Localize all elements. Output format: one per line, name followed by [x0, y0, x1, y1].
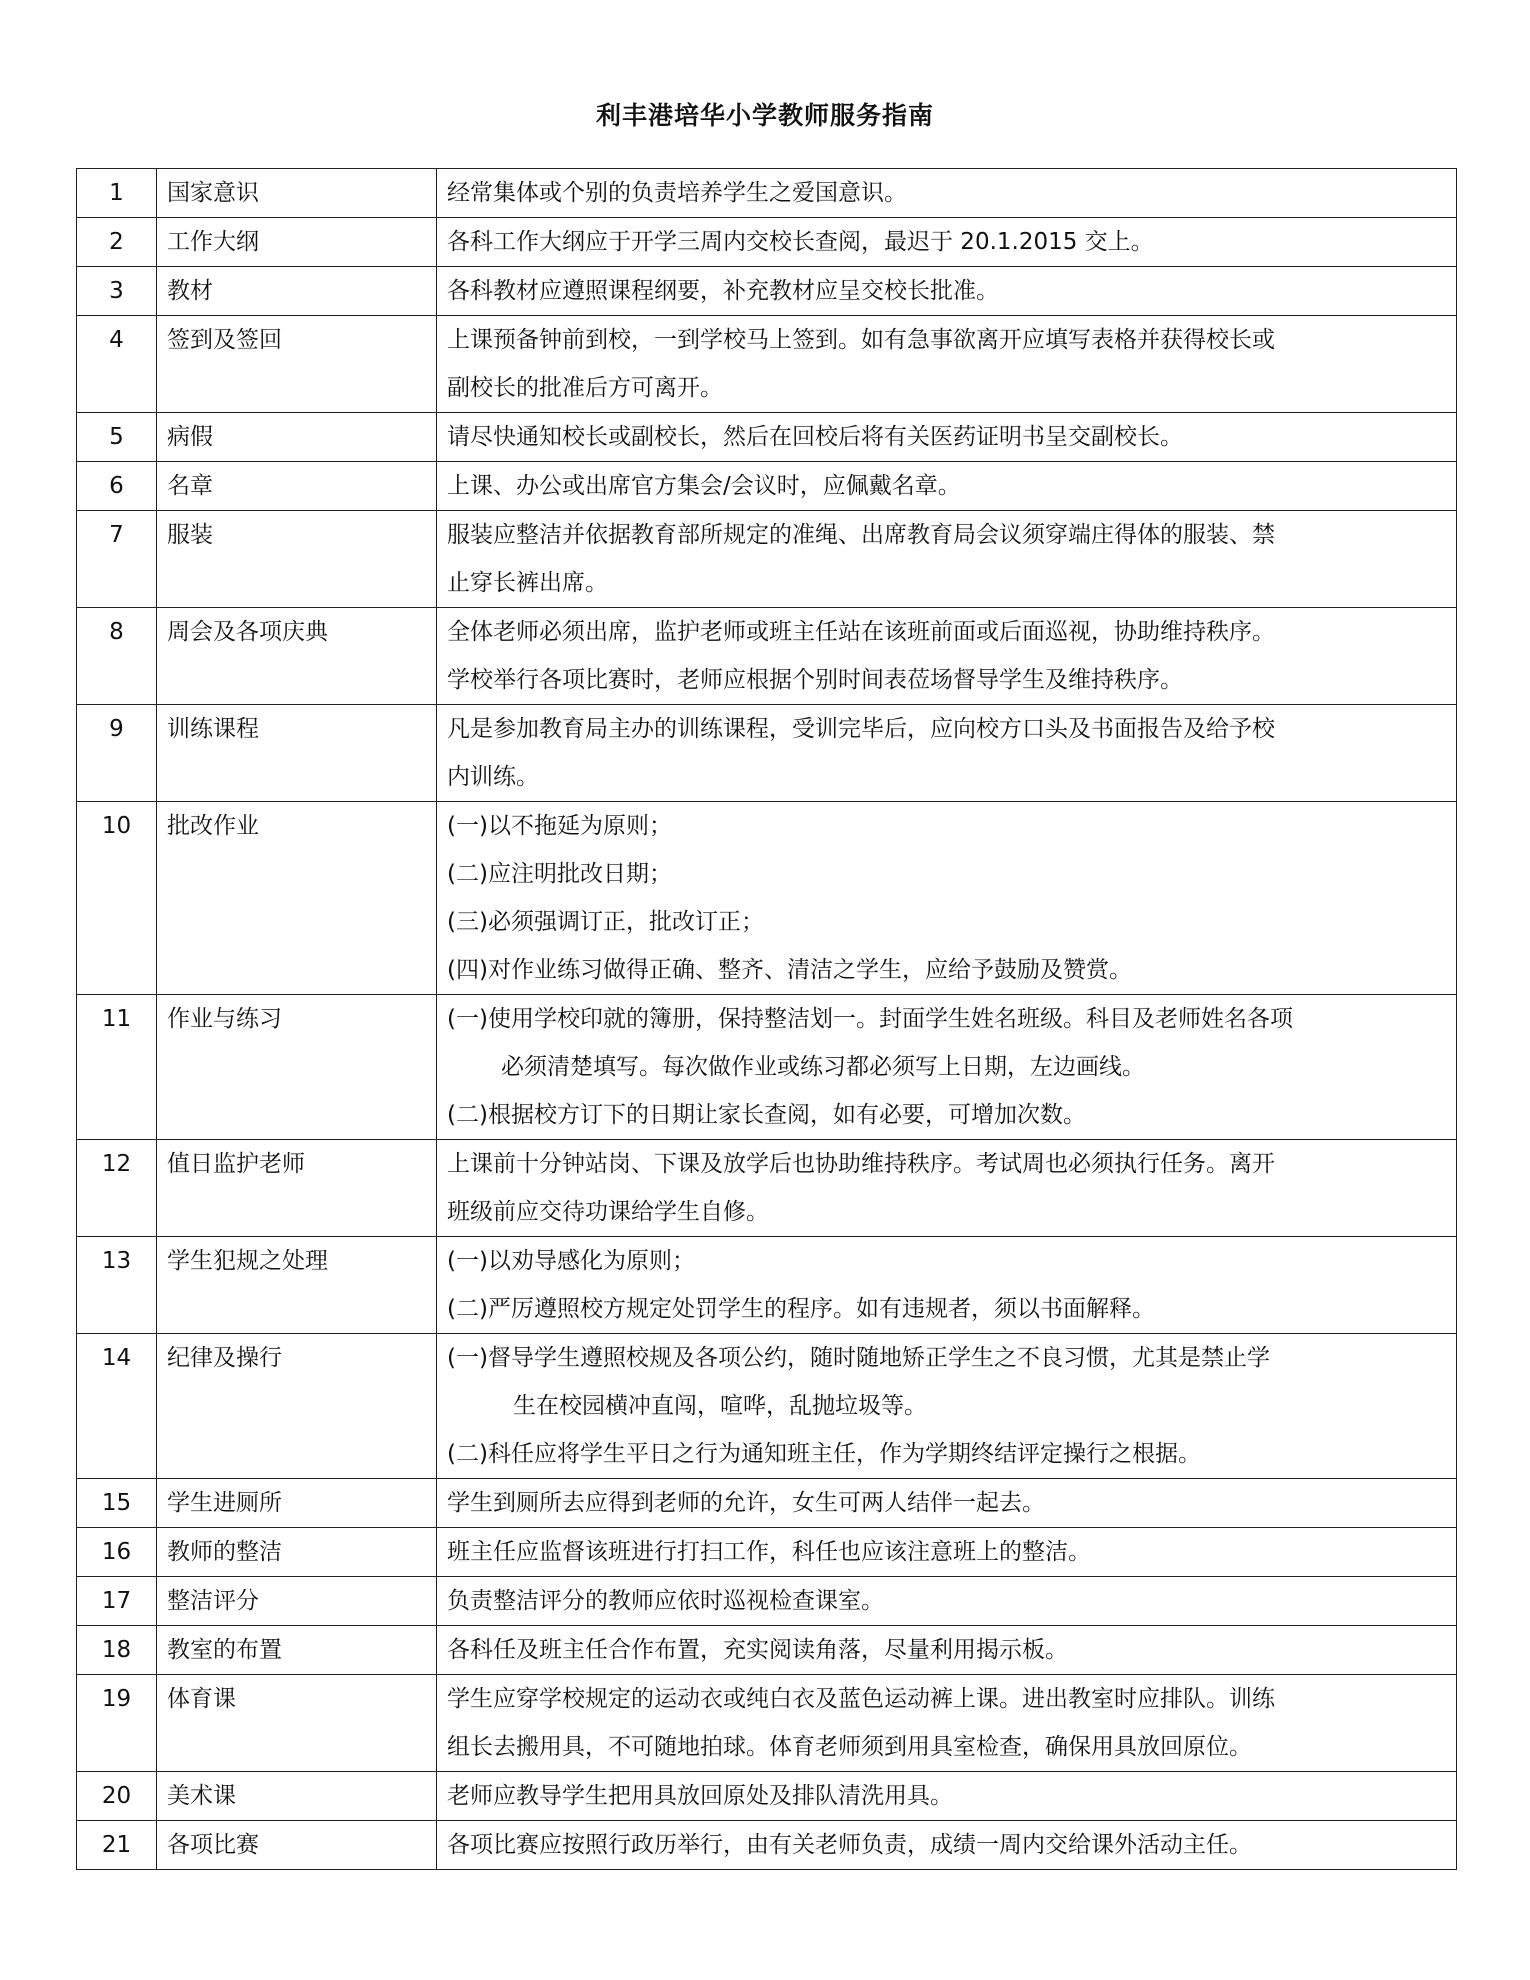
row-description: [437, 1577, 1457, 1626]
description-line: (三)必须强调订正，批改订正；: [447, 909, 764, 935]
description-line: (二)应注明批改日期；: [447, 861, 672, 887]
description-line: 学生应穿学校规定的运动衣或纯白衣及蓝色运动裤上课。进出教室时应排队。训练: [447, 1686, 1275, 1712]
row-topic: 签到及签回: [157, 316, 437, 413]
document-title: 利丰港培华小学教师服务指南: [595, 101, 934, 130]
description-line: 凡是参加教育局主办的训练课程，受训完毕后，应向校方口头及书面报告及给予校: [447, 716, 1275, 742]
row-number: 8: [77, 608, 157, 705]
row-description: [437, 1772, 1457, 1821]
row-number: 3: [77, 267, 157, 316]
table-row: [77, 1237, 1457, 1334]
description-line: (四)对作业练习做得正确、整齐、清洁之学生，应给予鼓励及赞赏。: [447, 957, 1132, 983]
table-row: [77, 511, 1457, 608]
table-row: [77, 1528, 1457, 1577]
row-description: [437, 1479, 1457, 1528]
description-line: 组长去搬用具，不可随地拍球。体育老师须到用具室检查，确保用具放回原位。: [447, 1734, 1252, 1760]
row-number: 17: [77, 1577, 157, 1626]
row-description: [437, 1626, 1457, 1675]
row-description: [437, 218, 1457, 267]
row-topic: 学生犯规之处理: [157, 1237, 437, 1334]
table-row: [77, 1626, 1457, 1675]
row-topic: 批改作业: [157, 802, 437, 995]
description-line: 必须清楚填写。每次做作业或练习都必须写上日期，左边画线。: [501, 1054, 1145, 1080]
row-number: 10: [77, 802, 157, 995]
row-number: 18: [77, 1626, 157, 1675]
row-topic: 名章: [157, 462, 437, 511]
row-topic: 教室的布置: [157, 1626, 437, 1675]
row-topic: 工作大纲: [157, 218, 437, 267]
row-topic: 各项比赛: [157, 1821, 437, 1870]
row-number: 12: [77, 1140, 157, 1237]
description-line: 学生到厕所去应得到老师的允许，女生可两人结伴一起去。: [447, 1490, 1045, 1516]
table-row: [77, 802, 1457, 995]
description-line: 负责整洁评分的教师应依时巡视检查课室。: [447, 1588, 884, 1614]
row-description: [437, 1675, 1457, 1772]
row-topic: 教材: [157, 267, 437, 316]
row-description: [437, 169, 1457, 218]
description-line: 班级前应交待功课给学生自修。: [447, 1199, 769, 1225]
row-topic: 值日监护老师: [157, 1140, 437, 1237]
description-line: 班主任应监督该班进行打扫工作，科任也应该注意班上的整洁。: [447, 1539, 1091, 1565]
guide-table: [76, 168, 1457, 1870]
row-number: 5: [77, 413, 157, 462]
row-description: [437, 1334, 1457, 1479]
description-line: (一)督导学生遵照校规及各项公约，随时随地矫正学生之不良习惯，尤其是禁止学: [447, 1345, 1270, 1371]
row-number: 11: [77, 995, 157, 1140]
row-number: 9: [77, 705, 157, 802]
description-line: 上课前十分钟站岗、下课及放学后也协助维持秩序。考试周也必须执行任务。离开: [447, 1151, 1275, 1177]
row-number: 16: [77, 1528, 157, 1577]
row-description: [437, 267, 1457, 316]
table-row: [77, 316, 1457, 413]
row-description: [437, 316, 1457, 413]
description-line: (二)严厉遵照校方规定处罚学生的程序。如有违规者，须以书面解释。: [447, 1296, 1155, 1322]
table-row: [77, 995, 1457, 1140]
description-line: 上课、办公或出席官方集会/会议时，应佩戴名章。: [447, 473, 961, 499]
description-line: (二)科任应将学生平日之行为通知班主任，作为学期终结评定操行之根据。: [447, 1441, 1201, 1467]
row-number: 21: [77, 1821, 157, 1870]
table-row: [77, 1772, 1457, 1821]
row-number: 15: [77, 1479, 157, 1528]
row-number: 1: [77, 169, 157, 218]
row-description: [437, 608, 1457, 705]
row-number: 4: [77, 316, 157, 413]
row-topic: 纪律及操行: [157, 1334, 437, 1479]
description-line: (一)以不拖延为原则；: [447, 813, 672, 839]
table-row: [77, 1334, 1457, 1479]
row-number: 14: [77, 1334, 157, 1479]
description-line: 上课预备钟前到校，一到学校马上签到。如有急事欲离开应填写表格并获得校长或: [447, 327, 1275, 353]
row-description: [437, 995, 1457, 1140]
table-row: [77, 169, 1457, 218]
description-line: 老师应教导学生把用具放回原处及排队清洗用具。: [447, 1783, 953, 1809]
row-topic: 国家意识: [157, 169, 437, 218]
description-line: (二)根据校方订下的日期让家长查阅，如有必要，可增加次数。: [447, 1102, 1086, 1128]
row-number: 20: [77, 1772, 157, 1821]
description-line: 各科教材应遵照课程纲要，补充教材应呈交校长批准。: [447, 278, 999, 304]
table-row: [77, 1675, 1457, 1772]
row-description: [437, 1237, 1457, 1334]
description-line: 止穿长裤出席。: [447, 570, 608, 596]
row-description: [437, 413, 1457, 462]
row-description: [437, 1140, 1457, 1237]
row-topic: 周会及各项庆典: [157, 608, 437, 705]
table-row: [77, 218, 1457, 267]
table-row: [77, 608, 1457, 705]
description-line: 各科任及班主任合作布置，充实阅读角落，尽量利用揭示板。: [447, 1637, 1068, 1663]
description-line: 副校长的批准后方可离开。: [447, 375, 723, 401]
row-topic: 学生进厕所: [157, 1479, 437, 1528]
row-number: 6: [77, 462, 157, 511]
table-row: [77, 705, 1457, 802]
description-line: 学校举行各项比赛时，老师应根据个别时间表莅场督导学生及维持秩序。: [447, 667, 1183, 693]
table-row: [77, 1479, 1457, 1528]
row-description: [437, 1528, 1457, 1577]
row-description: [437, 462, 1457, 511]
description-line: 生在校园横冲直闯，喧哗，乱抛垃圾等。: [513, 1393, 927, 1419]
row-topic: 体育课: [157, 1675, 437, 1772]
table-row: [77, 413, 1457, 462]
description-line: 各科工作大纲应于开学三周内交校长查阅，最迟于 20.1.2015 交上。: [447, 229, 1154, 255]
table-row: [77, 267, 1457, 316]
table-row: [77, 1821, 1457, 1870]
row-description: [437, 802, 1457, 995]
row-description: [437, 511, 1457, 608]
description-line: (一)以劝导感化为原则；: [447, 1248, 695, 1274]
row-topic: 整洁评分: [157, 1577, 437, 1626]
table-row: [77, 462, 1457, 511]
row-number: 19: [77, 1675, 157, 1772]
row-description: [437, 705, 1457, 802]
row-topic: 服装: [157, 511, 437, 608]
row-description: [437, 1821, 1457, 1870]
row-number: 2: [77, 218, 157, 267]
row-number: 13: [77, 1237, 157, 1334]
description-line: 经常集体或个别的负责培养学生之爱国意识。: [447, 180, 907, 206]
guide-table-body: [77, 169, 1457, 1870]
description-line: (一)使用学校印就的簿册，保持整洁划一。封面学生姓名班级。科目及老师姓名各项: [447, 1006, 1293, 1032]
row-topic: 作业与练习: [157, 995, 437, 1140]
table-row: [77, 1140, 1457, 1237]
row-topic: 病假: [157, 413, 437, 462]
table-row: [77, 1577, 1457, 1626]
row-topic: 教师的整洁: [157, 1528, 437, 1577]
row-topic: 训练课程: [157, 705, 437, 802]
row-number: 7: [77, 511, 157, 608]
description-line: 全体老师必须出席，监护老师或班主任站在该班前面或后面巡视，协助维持秩序。: [447, 619, 1275, 645]
description-line: 请尽快通知校长或副校长，然后在回校后将有关医药证明书呈交副校长。: [447, 424, 1183, 450]
description-line: 内训练。: [447, 764, 539, 790]
row-topic: 美术课: [157, 1772, 437, 1821]
description-line: 服装应整洁并依据教育部所规定的准绳、出席教育局会议须穿端庄得体的服装、禁: [447, 522, 1275, 548]
description-line: 各项比赛应按照行政历举行，由有关老师负责，成绩一周内交给课外活动主任。: [447, 1832, 1252, 1858]
